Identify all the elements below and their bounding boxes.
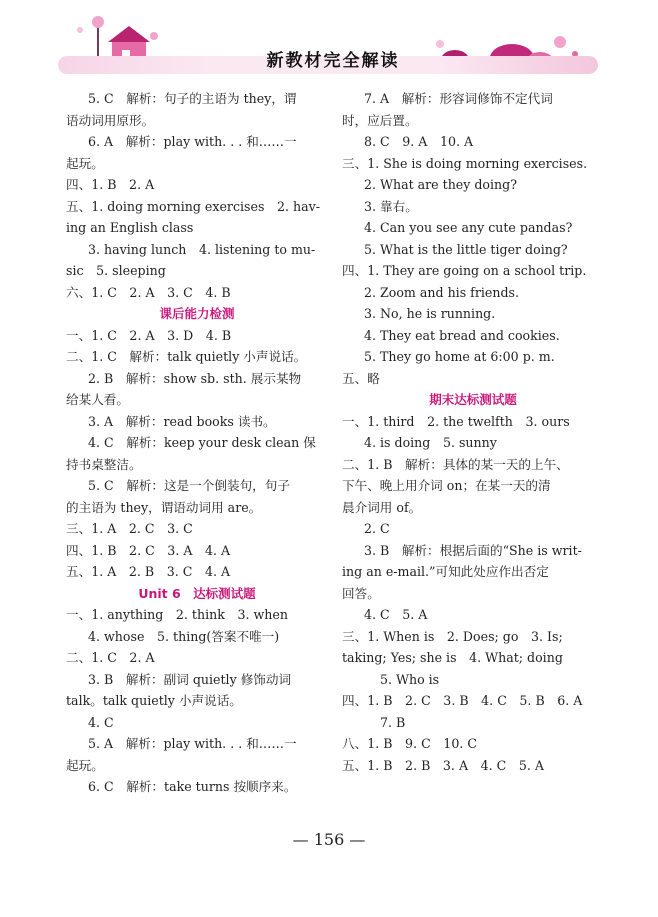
answer-line: 4. is doing 5. sunny — [364, 435, 497, 450]
answer-line: 三、1. She is doing morning exercises. — [342, 155, 588, 171]
answer-line: 2. Zoom and his friends. — [364, 284, 519, 300]
answer-line: 3. B 解析：根据后面的“She is writ- — [364, 542, 582, 558]
answer-line: 二、1. C 2. A — [66, 650, 155, 665]
answer-line: 7. A 解析：形容词修饰不定代词 — [364, 91, 553, 106]
answer-line: 语动词用原形。 — [66, 112, 155, 128]
answer-line: 8. C 9. A 10. A — [364, 134, 474, 149]
answer-line: 4. C — [88, 714, 114, 730]
answer-line: 起玩。 — [66, 155, 104, 171]
answer-line: 5. They go home at 6:00 p. m. — [364, 349, 555, 364]
answer-line: 一、1. third 2. the twelfth 3. ours — [342, 413, 570, 429]
answer-line: 4. whose 5. thing(答案不唯一) — [88, 628, 280, 644]
answer-line: 四、1. B 2. C 3. A 4. A — [66, 542, 231, 558]
answer-line: 4. C 解析：keep your desk clean 保 — [88, 435, 316, 450]
answer-line: 五、1. doing morning exercises 2. hav- — [66, 198, 321, 214]
answer-line: 6. A 解析：play with. . . 和……一 — [88, 134, 297, 149]
answer-line: 7. B — [380, 714, 406, 730]
answer-line: 一、1. anything 2. think 3. when — [66, 607, 288, 622]
answer-line: 四、1. They are going on a school trip. — [342, 263, 587, 278]
answer-line: ing an English class — [66, 220, 194, 235]
answer-line: 3. 靠右。 — [364, 198, 418, 214]
answer-line: 二、1. C 解析：talk quietly 小声说话。 — [66, 349, 307, 364]
answer-line: 五、略 — [342, 370, 380, 386]
answer-line: 下午、晚上用介词 on；在某一天的清 — [342, 478, 551, 493]
answer-line: 3. B 解析：副词 quietly 修饰动词 — [88, 671, 292, 687]
answer-line: 5. What is the little tiger doing? — [364, 241, 568, 257]
section-heading: 期末达标测试题 — [429, 392, 517, 407]
answer-line: 四、1. B 2. A — [66, 177, 155, 192]
answer-line: 5. C 解析：句子的主语为 they，谓 — [88, 91, 297, 106]
answer-line: 二、1. B 解析：具体的某一天的上午、 — [342, 456, 569, 472]
answer-line: 晨介词用 of。 — [342, 499, 422, 515]
answer-line: 5. A 解析：play with. . . 和……一 — [88, 736, 297, 751]
answer-line: 三、1. When is 2. Does; go 3. Is; — [342, 628, 563, 644]
answer-line: 六、1. C 2. A 3. C 4. B — [66, 284, 231, 300]
answer-line: sic 5. sleeping — [66, 263, 166, 278]
answer-line: 回答。 — [342, 585, 380, 601]
answer-line: 八、1. B 9. C 10. C — [342, 736, 477, 751]
answer-line: 的主语为 they，谓语动词用 are。 — [66, 499, 262, 515]
answer-line: 6. C 解析：take turns 按顺序来。 — [88, 779, 297, 794]
answer-line: 持书桌整洁。 — [66, 456, 142, 472]
page-header — [0, 0, 658, 92]
answer-line: 3. A 解析：read books 读书。 — [88, 413, 276, 429]
answer-line: 2. What are they doing? — [364, 177, 517, 192]
answer-line: 5. C 解析：这是一个倒装句，句子 — [88, 478, 290, 493]
section-heading: Unit 6 达标测试题 — [138, 585, 256, 601]
answer-line: 五、1. B 2. B 3. A 4. C 5. A — [342, 757, 544, 773]
answer-line: 时，应后置。 — [342, 112, 418, 128]
answer-line: 2. B 解析：show sb. sth. 展示某物 — [88, 370, 302, 386]
answer-line: 一、1. C 2. A 3. D 4. B — [66, 327, 232, 343]
answer-line: 四、1. B 2. C 3. B 4. C 5. B 6. A — [342, 693, 583, 708]
answer-line: 5. Who is — [380, 671, 440, 687]
page-number: — 156 — — [292, 830, 366, 849]
answer-line: ing an e-mail.”可知此处应作出否定 — [342, 564, 549, 579]
book-title: 新教材完全解读 — [266, 51, 400, 71]
answer-line: 3. No, he is running. — [364, 306, 496, 321]
answer-line: 五、1. A 2. B 3. C 4. A — [66, 564, 231, 579]
answer-line: 2. C — [364, 521, 390, 536]
section-heading: 课后能力检测 — [159, 306, 235, 321]
answer-line: 3. having lunch 4. listening to mu- — [88, 241, 316, 257]
left-answer-column — [66, 88, 328, 798]
answer-line: 起玩。 — [66, 757, 104, 773]
answer-line: taking; Yes; she is 4. What; doing — [342, 650, 563, 665]
answer-line: 给某人看。 — [66, 392, 129, 407]
answer-line: 三、1. A 2. C 3. C — [66, 521, 193, 536]
answer-line: 4. Can you see any cute pandas? — [364, 220, 573, 235]
answer-line: 4. They eat bread and cookies. — [364, 327, 560, 343]
answer-line: talk。talk quietly 小声说话。 — [66, 693, 242, 708]
right-answer-column — [342, 88, 604, 776]
answer-line: 4. C 5. A — [364, 607, 428, 622]
